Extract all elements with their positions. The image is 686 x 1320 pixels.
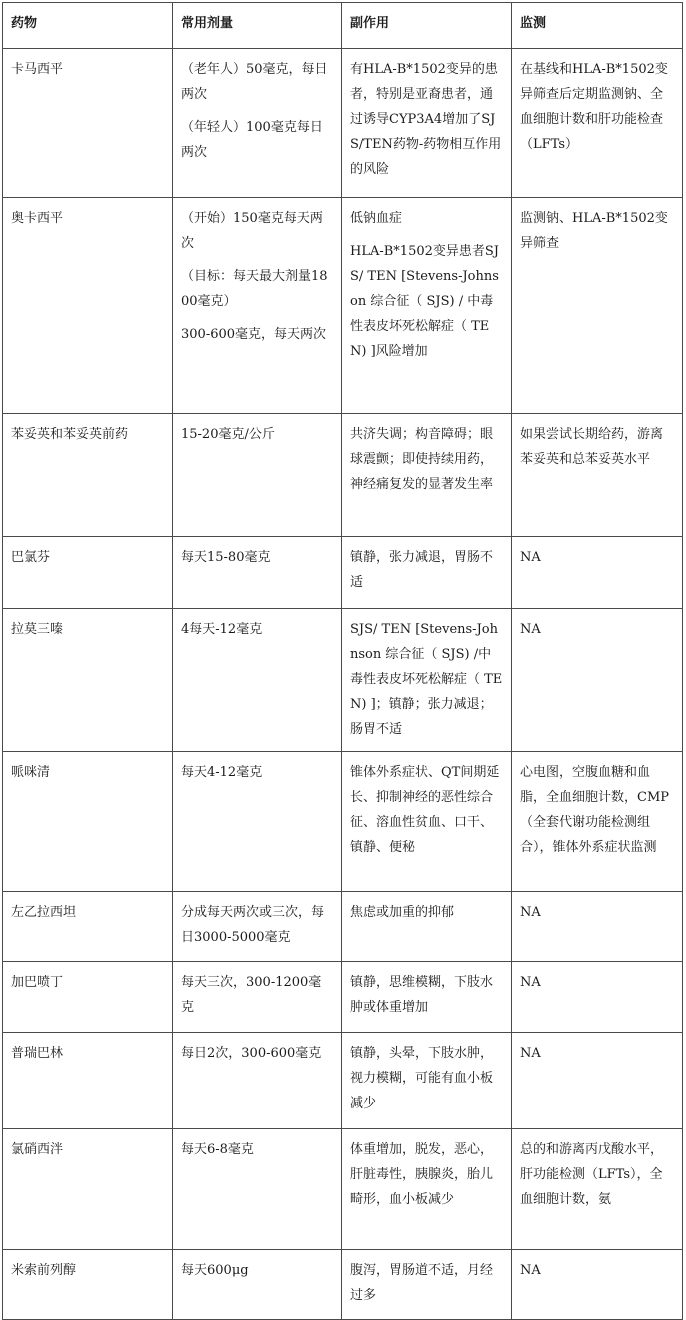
- dose-cell: [173, 414, 342, 537]
- dose-line: （年轻人）100毫克每日两次: [181, 120, 323, 160]
- monitoring-cell: [512, 1250, 683, 1320]
- table-row: [3, 414, 683, 537]
- dose-line: 每天三次，300-1200毫克: [181, 975, 322, 1015]
- header-dose: 常用剂量: [173, 3, 342, 49]
- table-row: [3, 1129, 683, 1250]
- dose-line: 每天600μg: [181, 1263, 249, 1278]
- monitoring-cell: [512, 537, 683, 609]
- side-effects-cell: [342, 752, 512, 892]
- dose-cell: [173, 49, 342, 198]
- side-effects-line: 焦虑或加重的抑郁: [350, 905, 455, 920]
- monitoring-line: NA: [520, 622, 541, 637]
- side-effects-line: 锥体外系症状、QT间期延长、抑制神经的恶性综合征、溶血性贫血、口干、镇静、便秘: [350, 765, 500, 855]
- monitoring-cell: [512, 609, 683, 752]
- side-effects-cell: [342, 414, 512, 537]
- dose-line: 每天15-80毫克: [181, 550, 271, 565]
- monitoring-cell: [512, 892, 683, 962]
- dose-line: 分成每天两次或三次，每日3000-5000毫克: [181, 905, 325, 945]
- dose-line: 每日2次，300-600毫克: [181, 1046, 322, 1061]
- monitoring-line: NA: [520, 975, 541, 990]
- drug-name: 普瑞巴林: [3, 1033, 173, 1129]
- monitoring-cell: [512, 962, 683, 1033]
- monitoring-line: NA: [520, 1046, 541, 1061]
- dose-cell: [173, 1129, 342, 1250]
- monitoring-cell: [512, 414, 683, 537]
- drug-name: 哌咪清: [3, 752, 173, 892]
- dose-cell: [173, 609, 342, 752]
- dose-line: 每天6-8毫克: [181, 1142, 254, 1157]
- monitoring-line: 总的和游离丙戊酸水平，肝功能检测（LFTs），全血细胞计数，氨: [520, 1142, 664, 1207]
- dose-line: （老年人）50毫克，每日两次: [181, 62, 328, 102]
- side-effects-line: 共济失调；构音障碍；眼球震颤；即使持续用药，神经痛复发的显著发生率: [350, 427, 494, 492]
- drug-table: [2, 2, 683, 1320]
- table-row: [3, 198, 683, 414]
- header-monitoring: 监测: [512, 3, 683, 49]
- dose-line: （开始）150毫克每天两次: [181, 211, 323, 251]
- header-row: [3, 3, 683, 49]
- dose-cell: [173, 1033, 342, 1129]
- header-side-effects: 副作用: [342, 3, 512, 49]
- monitoring-line: NA: [520, 550, 541, 565]
- dose-cell: [173, 752, 342, 892]
- monitoring-line: NA: [520, 905, 541, 920]
- dose-cell: [173, 962, 342, 1033]
- dose-line: 每天4-12毫克: [181, 765, 263, 780]
- table-row: [3, 537, 683, 609]
- drug-name: 巴氯芬: [3, 537, 173, 609]
- dose-line: 4每天-12毫克: [181, 622, 263, 637]
- side-effects-cell: [342, 609, 512, 752]
- monitoring-cell: [512, 1033, 683, 1129]
- dose-line: 300-600毫克，每天两次: [181, 327, 327, 342]
- table-row: [3, 609, 683, 752]
- drug-name: 奥卡西平: [3, 198, 173, 414]
- dose-cell: [173, 537, 342, 609]
- drug-name: 拉莫三嗪: [3, 609, 173, 752]
- side-effects-line: HLA-B*1502变异患者SJS/ TEN [Stevens-Johnson 综合征（ SJS) / 中毒性表皮坏死松解症（ TEN) ]风险增加: [350, 244, 500, 359]
- side-effects-line: 有HLA-B*1502变异的患者，特别是亚裔患者，通过诱导CYP3A4增加了SJS/TEN药物-药物相互作用的风险: [350, 62, 502, 177]
- monitoring-cell: [512, 49, 683, 198]
- drug-name: 米索前列醇: [3, 1250, 173, 1320]
- side-effects-cell: [342, 198, 512, 414]
- drug-name: 加巴喷丁: [3, 962, 173, 1033]
- drug-name: 氯硝西泮: [3, 1129, 173, 1250]
- side-effects-line: 镇静，头晕，下肢水肿，视力模糊，可能有血小板减少: [350, 1046, 494, 1111]
- monitoring-cell: [512, 198, 683, 414]
- dose-line: （目标：每天最大剂量1800毫克）: [181, 269, 328, 309]
- dose-line: 15-20毫克/公斤: [181, 427, 275, 442]
- side-effects-line: 镇静，思维模糊，下肢水肿或体重增加: [350, 975, 494, 1015]
- side-effects-cell: [342, 1033, 512, 1129]
- monitoring-line: 在基线和HLA-B*1502变异筛查后定期监测钠、全血细胞计数和肝功能检查（LFTs）: [520, 62, 668, 152]
- monitoring-line: 如果尝试长期给药，游离苯妥英和总苯妥英水平: [520, 427, 664, 467]
- side-effects-line: 镇静，张力减退，胃肠不适: [350, 550, 494, 590]
- side-effects-line: 腹泻，胃肠道不适，月经过多: [350, 1263, 494, 1303]
- dose-cell: [173, 1250, 342, 1320]
- dose-cell: [173, 198, 342, 414]
- monitoring-cell: [512, 752, 683, 892]
- monitoring-cell: [512, 1129, 683, 1250]
- side-effects-line: 低钠血症: [350, 211, 403, 226]
- side-effects-cell: [342, 962, 512, 1033]
- drug-name: 左乙拉西坦: [3, 892, 173, 962]
- side-effects-line: SJS/ TEN [Stevens-Johnson 综合征（ SJS) /中毒性表皮坏死松解症（ TEN) ]；镇静；张力减退；肠胃不适: [350, 622, 503, 737]
- side-effects-cell: [342, 892, 512, 962]
- table-row: [3, 752, 683, 892]
- side-effects-cell: [342, 537, 512, 609]
- side-effects-cell: [342, 49, 512, 198]
- monitoring-line: NA: [520, 1263, 541, 1278]
- header-drug: 药物: [3, 3, 173, 49]
- drug-name: 苯妥英和苯妥英前药: [3, 414, 173, 537]
- drug-name: 卡马西平: [3, 49, 173, 198]
- table-row: [3, 49, 683, 198]
- table-row: [3, 962, 683, 1033]
- side-effects-cell: [342, 1250, 512, 1320]
- monitoring-line: 监测钠、HLA-B*1502变异筛查: [520, 211, 668, 251]
- monitoring-line: 心电图，空腹血糖和血脂，全血细胞计数，CMP（全套代谢功能检测组合），锥体外系症状监测: [520, 765, 670, 855]
- table-row: [3, 1033, 683, 1129]
- side-effects-line: 体重增加，脱发，恶心，肝脏毒性，胰腺炎，胎儿畸形，血小板减少: [350, 1142, 494, 1207]
- side-effects-cell: [342, 1129, 512, 1250]
- dose-cell: [173, 892, 342, 962]
- table-row: [3, 892, 683, 962]
- table-row: [3, 1250, 683, 1320]
